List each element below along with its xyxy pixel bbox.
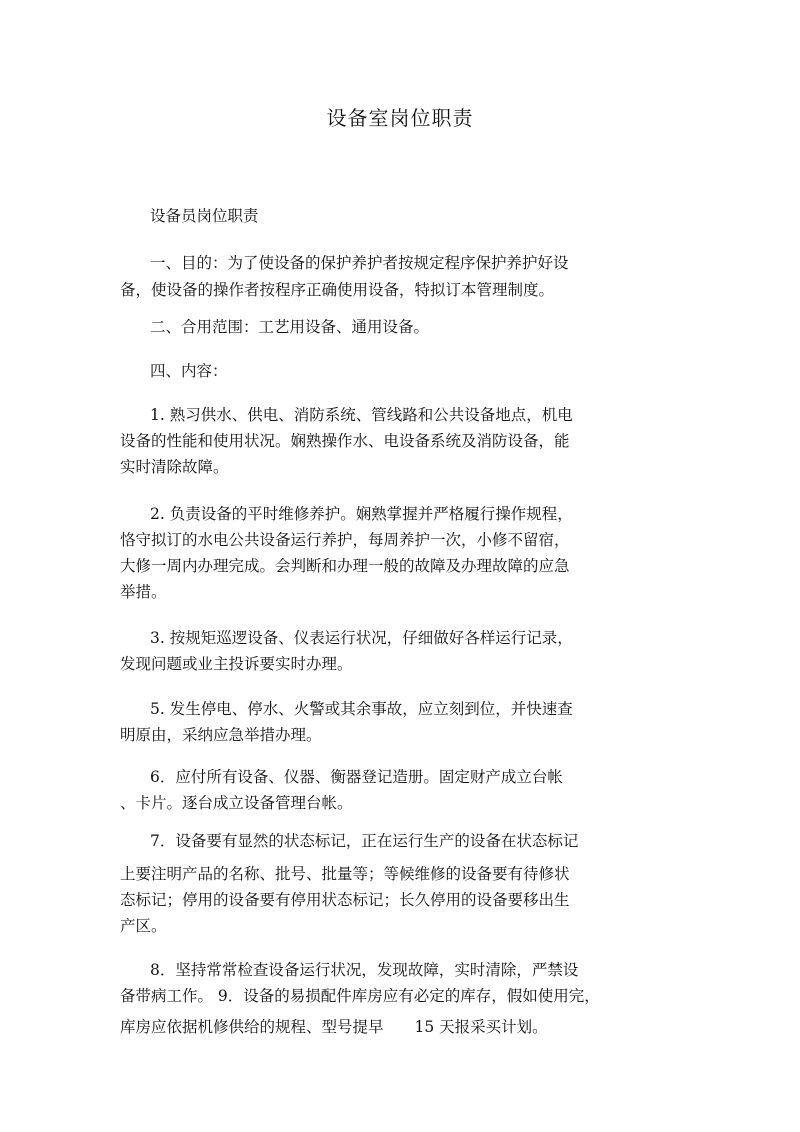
item-3-line-2: 发现问题或业主投诉要实时办理。 <box>120 655 353 673</box>
item-8-line-1: 8．坚持常常检查设备运行状况，发现故障，实时清除，严禁设 <box>150 961 579 979</box>
item-7-line-1: 7．设备要有显然的状态标记，正在运行生产的设备在状态标记 <box>150 832 579 850</box>
purpose-line-2: 备，使设备的操作者按程序正确使用设备，特拟订本管理制度。 <box>120 281 555 299</box>
item-5-line-2: 明原由，采纳应急举措办理。 <box>120 726 322 744</box>
content-heading: 四、内容： <box>150 362 228 380</box>
item-7-line-2: 上要注明产品的名称、批号、批量等；等候维修的设备要有待修状 <box>120 865 570 883</box>
item-7-line-4: 产区。 <box>120 917 167 935</box>
item-2-line-2: 恪守拟订的水电公共设备运行养护，每周养护一次，小修不留宿， <box>120 531 570 549</box>
item-8-line-3: 库房应依据机修供给的规程、型号提早 15 天报采买计划。 <box>120 1018 548 1036</box>
page-title: 设备室岗位职责 <box>326 106 474 130</box>
item-2-line-3: 大修一周内办理完成。会判断和办理一般的故障及办理故障的应急 <box>120 557 570 575</box>
section-subtitle: 设备员岗位职责 <box>150 207 259 225</box>
item-5-line-1: 5. 发生停电、停水、火警或其余事故，应立刻到位，并快速查 <box>150 700 573 718</box>
scope-line: 二、合用范围：工艺用设备、通用设备。 <box>150 318 430 336</box>
item-7-line-3: 态标记；停用的设备要有停用状态标记；长久停用的设备要移出生 <box>120 891 570 909</box>
item-2-line-4: 举措。 <box>120 583 167 601</box>
item-1-line-2: 设备的性能和使用状况。娴熟操作水、电设备系统及消防设备，能 <box>120 432 570 450</box>
item-1-line-3: 实时清除故障。 <box>120 458 229 476</box>
item-6-line-1: 6．应付所有设备、仪器、衡器登记造册。固定财产成立台帐 <box>150 768 563 786</box>
item-3-line-1: 3. 按规矩巡逻设备、仪表运行状况，仔细做好各样运行记录， <box>150 629 573 647</box>
item-2-line-1: 2. 负责设备的平时维修养护。娴熟掌握并严格履行操作规程， <box>150 505 573 523</box>
item-1-line-1: 1. 熟习供水、供电、消防系统、管线路和公共设备地点，机电 <box>150 406 573 424</box>
item-6-line-2: 、卡片。逐台成立设备管理台帐。 <box>120 794 353 812</box>
purpose-line-1: 一、目的：为了使设备的保护养护者按规定程序保护养护好设 <box>150 254 569 272</box>
item-8-line-2: 备带病工作。 9．设备的易损配件库房应有必定的库存，假如使用完， <box>120 987 600 1005</box>
